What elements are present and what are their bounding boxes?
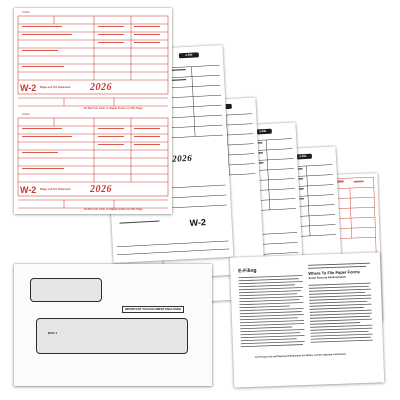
instructions-sheet <box>230 252 384 387</box>
efile-badge: e-file <box>179 52 199 58</box>
form-name: W-2 <box>20 185 37 195</box>
where-to-file-title: Where To File Paper Forms <box>308 269 360 276</box>
do-not-cut-caption: Do Not Cut, Fold, or Staple Forms on This Page <box>84 107 143 110</box>
efiling-title: E-Filing <box>238 267 257 275</box>
form-code-box: 22222 <box>22 112 30 116</box>
efile-badge: e-file <box>254 129 272 135</box>
agency-name: Social Security Administration <box>308 275 347 280</box>
form-name-lower: W-2 <box>189 217 207 228</box>
envelope-address-window <box>36 318 188 354</box>
form-subtitle: Wage and Tax Statement <box>40 188 71 191</box>
form-year: 2026 <box>90 184 112 195</box>
form-year: 2026 <box>171 152 193 164</box>
w2-copy-a-sheet <box>14 8 172 214</box>
envelope-return-window <box>30 278 102 302</box>
form-year: 2026 <box>90 82 112 93</box>
instructions-footer: For Privacy Act and Paperwork Reduction Act Notice, see the separate instructions. <box>255 353 347 359</box>
instructions-text-lines <box>230 252 384 387</box>
form-name: W-2 <box>20 83 37 93</box>
envelope-window-label: BOX 1 <box>48 331 58 335</box>
form-subtitle: Wage and Tax Statement <box>40 86 71 89</box>
form-code-box: 22222 <box>22 10 30 14</box>
efile-badge: e-file <box>294 154 312 160</box>
double-window-envelope <box>14 264 212 386</box>
envelope-notice: IMPORTANT TAX DOCUMENT ENCLOSED <box>122 306 184 313</box>
do-not-cut-caption: Do Not Cut, Fold, or Staple Forms on This Page <box>84 208 143 211</box>
